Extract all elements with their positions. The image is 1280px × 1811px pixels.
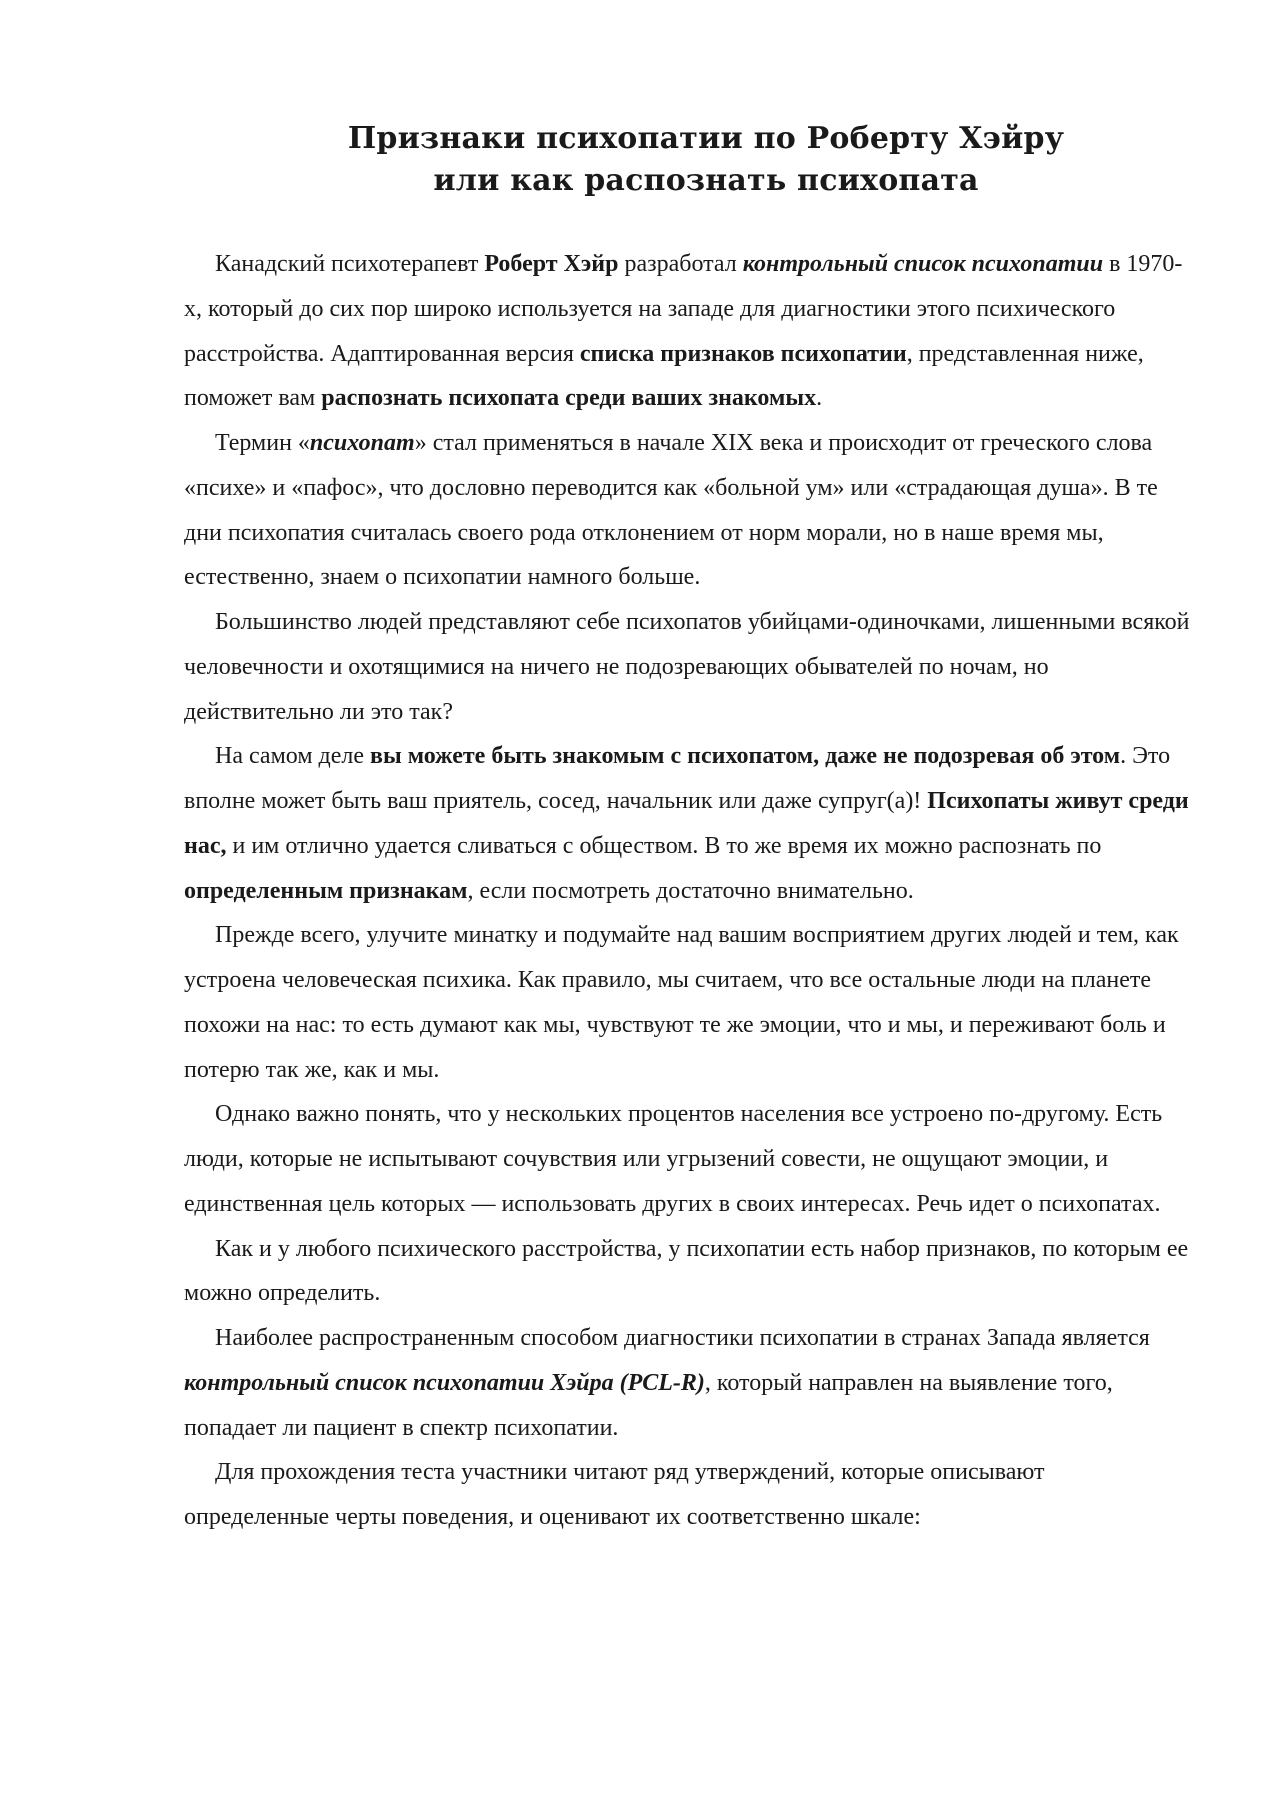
bold-italic-text: контрольный список психопатии <box>742 251 1104 277</box>
bold-text: распознать психопата среди ваших знакомых <box>321 385 817 412</box>
text-run: в 1970-х, который до сих пор широко используется на западе для диагностики этого психического расстройства. Адаптированная версия <box>184 251 1183 367</box>
paragraph-6 <box>184 1092 1192 1226</box>
bold-italic-text: психопат <box>309 430 415 456</box>
text-run: Прежде всего, улучите минатку и подумайте над вашим восприятием других людей и тем, как устроена человеческая психика. Как правило, мы считаем, что все остальные люди на планете похожи на нас: то есть думают как мы, чувствуют те же эмоции, что и мы, и переживают боль и потерю так же, как и мы. <box>184 922 1179 1083</box>
text-run: Как и у любого психического расстройства, у психопатии есть набор признаков, по которым ее можно определить. <box>184 1235 1189 1307</box>
paragraph-1 <box>184 242 1192 421</box>
document-title <box>184 118 1228 202</box>
paragraph-4 <box>184 734 1192 913</box>
text-run: и им отлично удается сливаться с обществом. В то же время их можно распознать по <box>226 832 1102 859</box>
paragraph-3 <box>184 600 1192 734</box>
bold-text: вы можете быть знакомым с психопатом, даже не подозревая об этом <box>370 743 1121 770</box>
document-body <box>184 242 1192 1540</box>
text-run: . Это вполне может быть ваш приятель, сосед, начальник или даже супруг(а)! <box>184 743 1171 814</box>
bold-text: определенным признакам <box>184 877 468 904</box>
title-line-1: Признаки психопатии по Роберту Хэйру <box>347 121 1065 156</box>
text-run: , представленная ниже, поможет вам <box>184 340 1144 412</box>
text-run: разработал <box>618 251 743 277</box>
text-run: . <box>816 385 823 412</box>
text-run: » стал применяться в начале XIX века и происходит от греческого слова «психе» и «пафос», что дословно переводится как «больной ум» или «страдающая душа». В те дни психопатия считалась своего рода отклонением от норм морали, но в наше время мы, естественно, знаем о психопатии намного больше. <box>184 430 1158 591</box>
text-run: Канадский психотерапевт <box>215 251 485 277</box>
title-line-2: или как распознать психопата <box>433 163 979 198</box>
text-run: , если посмотреть достаточно внимательно. <box>467 877 914 904</box>
paragraph-8 <box>184 1316 1192 1450</box>
paragraph-2 <box>184 421 1192 600</box>
paragraph-7 <box>184 1227 1192 1317</box>
paragraph-5 <box>184 913 1192 1092</box>
text-run: Однако важно понять, что у нескольких процентов населения все устроено по-другому. Есть люди, которые не испытывают сочувствия или угрызений совести, не ощущают эмоции, и единственная цель которых — использовать других в своих интересах. Речь идет о психопатах. <box>184 1101 1163 1217</box>
bold-text: списка признаков психопатии <box>579 340 907 367</box>
bold-text: Роберт Хэйр <box>484 251 619 277</box>
text-run: На самом деле <box>215 743 370 770</box>
paragraph-9 <box>184 1450 1192 1540</box>
bold-text: Психопаты живут среди нас, <box>184 788 1189 859</box>
text-run: Для прохождения теста участники читают ряд утверждений, которые описывают определенные черты поведения, и оценивают их соответственно шкале: <box>184 1459 1045 1530</box>
text-run: Наиболее распространенным способом диагностики психопатии в странах Запада является <box>215 1325 1150 1351</box>
bold-italic-text: контрольный список психопатии Хэйра (PCL-R) <box>184 1369 705 1396</box>
text-run: Термин « <box>215 430 310 456</box>
text-run: , который направлен на выявление того, попадает ли пациент в спектр психопатии. <box>184 1369 1113 1441</box>
text-run: Большинство людей представляют себе психопатов убийцами-одиночками, лишенными всякой человечности и охотящимися на ничего не подозревающих обывателей по ночам, но действительно ли это так? <box>184 609 1190 725</box>
